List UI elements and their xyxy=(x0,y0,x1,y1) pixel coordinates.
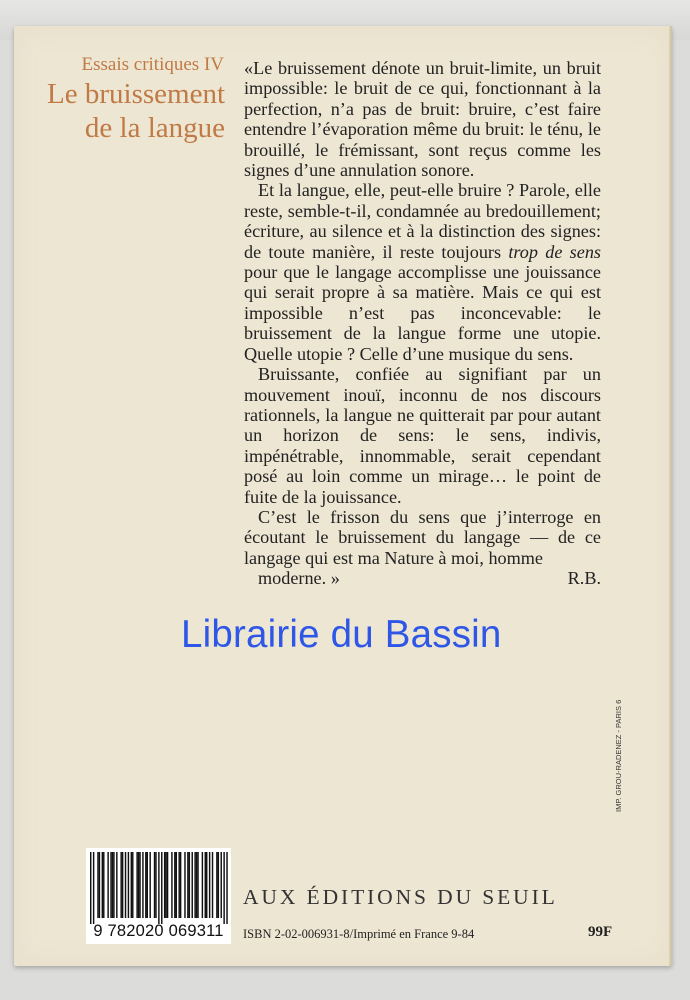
barcode-bar xyxy=(221,852,222,918)
barcode-bar xyxy=(161,852,162,924)
bookseller-watermark: Librairie du Bassin xyxy=(181,613,502,656)
barcode-bar xyxy=(202,852,203,918)
barcode-bar xyxy=(107,852,108,918)
barcode-bar xyxy=(99,852,100,918)
barcode-bar xyxy=(165,852,166,918)
isbn-line: ISBN 2-02-006931-8/Imprimé en France 9-84 xyxy=(243,927,475,941)
blurb-paragraph-2 xyxy=(244,180,601,364)
blurb-closing-line xyxy=(244,568,601,588)
barcode-bar xyxy=(174,852,175,918)
blurb-paragraph-3: Bruissante, confiée au signifiant par un mouvement inouï, inconnu de nos discours rationnels, la langue ne quitterait par pour autant un horizon de sens: le sens, indivis, impénétrable, innommable, serait cependant posé au loin comme un mirage… le point de fuite de la jouissance. xyxy=(244,364,601,507)
title-line-2: de la langue xyxy=(84,112,225,144)
barcode-bar xyxy=(136,852,137,918)
barcode-digits: 9 782020 069311 xyxy=(93,922,224,940)
barcode-bar xyxy=(187,852,188,918)
blurb-paragraph-2-end: pour que le langage accomplisse une jouissance qui serait propre à sa matière. Mais ce qui est impossible n’est pas inconcevable: le bruissement de la langue forme une utopie. Quelle utopie ? Celle d’une musique du sens. xyxy=(244,262,601,364)
blurb-paragraph-1: «Le bruissement dénote un bruit-limite, un bruit impossible: le bruit de ce qui, fonctionnant à la perfection, n’a pas de bruit: bruire, c’est faire entendre l’évaporation même du bruit: le ténu, le brouillé, le frémissant, sont reçus comme les signes d’une annulation sonore. xyxy=(244,58,601,181)
barcode-bar xyxy=(184,852,185,918)
barcode-bar xyxy=(196,852,197,918)
barcode-bar xyxy=(131,852,132,918)
price-label: 99F xyxy=(588,924,613,940)
barcode-bar xyxy=(218,852,219,918)
barcode-bar xyxy=(110,852,111,918)
printer-credit: IMP. GROU-RADENEZ - PARIS 6 xyxy=(614,699,623,812)
barcode-bar xyxy=(167,852,168,918)
author-signature: R.B. xyxy=(567,568,601,589)
barcode-bar xyxy=(149,852,150,918)
barcode-bar xyxy=(197,852,198,918)
barcode-bar xyxy=(120,852,121,918)
barcode-bar xyxy=(139,852,140,918)
barcode-bar xyxy=(223,852,224,924)
barcode-bar xyxy=(176,852,177,918)
barcode-bar xyxy=(205,852,206,918)
barcode-bar xyxy=(171,852,172,918)
barcode-bar xyxy=(147,852,148,918)
barcode-bar xyxy=(216,852,217,918)
book-title xyxy=(22,77,225,145)
barcode-bar xyxy=(138,852,139,918)
blurb-quote xyxy=(244,58,601,589)
publisher-name: AUX ÉDITIONS DU SEUIL xyxy=(243,885,558,909)
blurb-closing-word: moderne. » xyxy=(258,568,340,589)
barcode-bar xyxy=(125,852,126,918)
blurb-emphasis: trop de sens xyxy=(508,241,601,262)
barcode-bar xyxy=(90,852,91,924)
barcode xyxy=(86,848,231,944)
barcode-bar xyxy=(180,852,181,918)
barcode-bar xyxy=(209,852,210,918)
title-line-1: Le bruissement xyxy=(47,78,225,110)
barcode-bar xyxy=(155,852,156,918)
barcode-bar xyxy=(102,852,103,918)
barcode-bar xyxy=(194,852,195,918)
barcode-bar xyxy=(212,852,213,918)
barcode-bar xyxy=(97,852,98,918)
barcode-bar xyxy=(226,852,227,924)
barcode-bars xyxy=(86,848,231,924)
barcode-bar xyxy=(142,852,143,918)
barcode-bar xyxy=(164,852,165,918)
blurb-paragraph-2-start: Et la langue, elle, peut-elle bruire ? Parole, elle reste, semble-t-il, condamnée au bredouillement; écriture, au silence et à la distinction des signes: de toute manière, il reste toujours xyxy=(244,180,601,262)
barcode-bar xyxy=(154,852,155,918)
barcode-bar xyxy=(128,852,129,918)
barcode-bar xyxy=(158,852,159,924)
blurb-paragraph-4: C’est le frisson du sens que j’interroge en écoutant le bruissement du langage — de ce langage qui est ma Nature à moi, homme xyxy=(244,506,601,568)
barcode-bar xyxy=(103,852,104,918)
barcode-bar xyxy=(189,852,190,918)
barcode-bar xyxy=(122,852,123,918)
barcode-bar xyxy=(132,852,133,918)
series-label: Essais critiques IV xyxy=(81,54,224,75)
barcode-bar xyxy=(112,852,113,918)
barcode-bar xyxy=(116,852,117,918)
cover-edge xyxy=(669,26,672,966)
barcode-bar xyxy=(192,852,193,918)
barcode-bar xyxy=(113,852,114,918)
barcode-bar xyxy=(178,852,179,918)
barcode-bar xyxy=(145,852,146,918)
barcode-bar xyxy=(206,852,207,918)
barcode-bar xyxy=(93,852,94,924)
